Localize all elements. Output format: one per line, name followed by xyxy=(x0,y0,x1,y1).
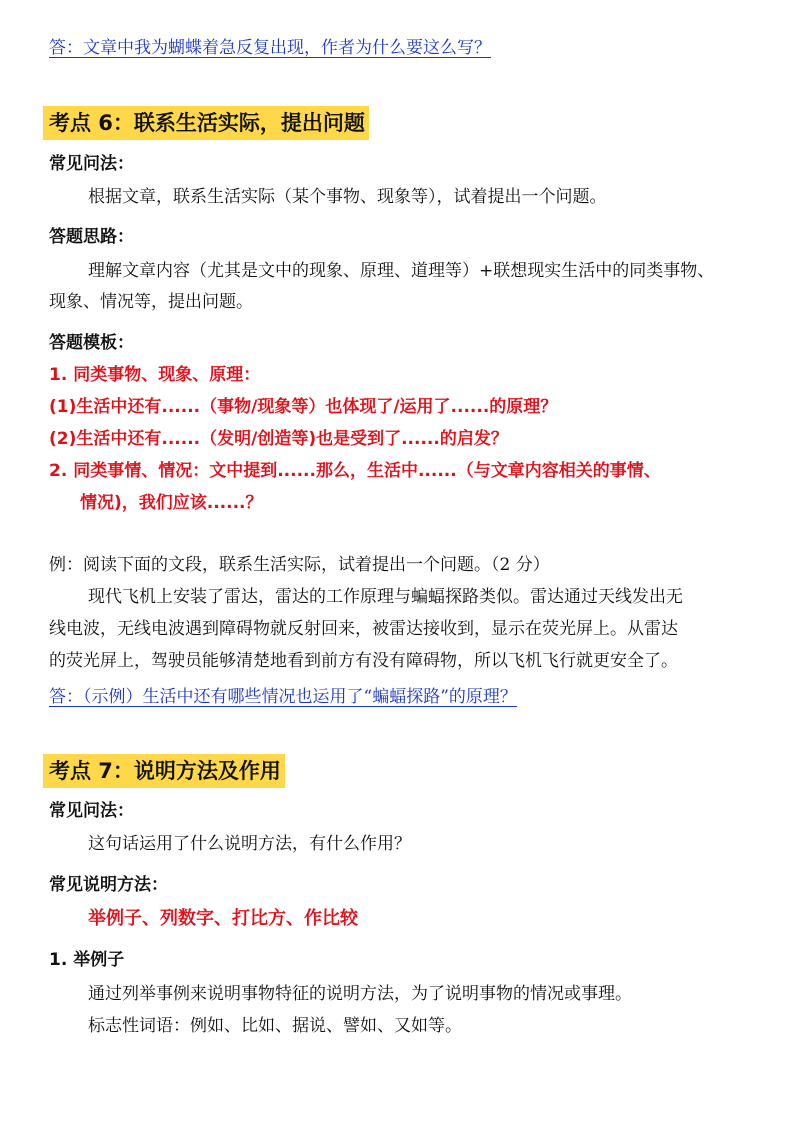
section6-heading: 考点 6：联系生活实际，提出问题 xyxy=(43,106,369,140)
section7-heading-wrap xyxy=(43,754,285,788)
example-line: 线电波，无线电波遇到障碍物就反射回来，被雷达接收到，显示在荧光屏上。从雷达 xyxy=(49,619,678,639)
section6-common-q-text: 根据文章，联系生活实际（某个事物、现象等），试着提出一个问题。 xyxy=(88,187,607,207)
example-answer-link[interactable]: 答：（示例）生活中还有哪些情况也运用了“蝙蝠探路”的原理？ xyxy=(49,687,517,707)
template-item: (1)生活中还有......（事物/现象等）也体现了/运用了......的原理？ xyxy=(49,397,558,417)
template-item: 情况)，我们应该......？ xyxy=(80,493,263,513)
section6-approach-label: 答题思路： xyxy=(49,227,134,247)
section7-methods-text: 举例子、列数字、打比方、作比较 xyxy=(88,908,358,929)
section6-approach-line1: 理解文章内容（尤其是文中的现象、原理、道理等）+联想现实生活中的同类事物、 xyxy=(88,261,715,281)
template-item: (2)生活中还有......（发明/创造等)也是受到了......的启发？ xyxy=(49,429,508,449)
section7-heading: 考点 7：说明方法及作用 xyxy=(43,754,285,788)
section6-template-label: 答题模板： xyxy=(49,333,134,353)
section7-common-q-text: 这句话运用了什么说明方法，有什么作用？ xyxy=(88,834,411,854)
section7-item1-line: 标志性词语：例如、比如、据说、譬如、又如等。 xyxy=(88,1016,462,1036)
template-item: 2. 同类事情、情况：文中提到......那么，生活中......（与文章内容相关的事情、 xyxy=(49,461,661,481)
example-intro: 例：阅读下面的文段，联系生活实际，试着提出一个问题。（2 分） xyxy=(49,555,550,575)
section6-common-q-label: 常见问法： xyxy=(49,154,134,174)
section6-heading-wrap xyxy=(43,106,369,140)
section7-item1-heading: 1. 举例子 xyxy=(49,950,125,970)
section6-approach-line2: 现象、情况等，提出问题。 xyxy=(49,292,253,312)
example-line: 现代飞机上安装了雷达，雷达的工作原理与蝙蝠探路类似。雷达通过天线发出无 xyxy=(88,587,683,607)
template-item: 1. 同类事物、现象、原理： xyxy=(49,365,261,385)
section7-methods-label: 常见说明方法： xyxy=(49,875,168,895)
example-line: 的荧光屏上，驾驶员能够清楚地看到前方有没有障碍物，所以飞机飞行就更安全了。 xyxy=(49,651,678,671)
section7-common-q-label: 常见问法： xyxy=(49,801,134,821)
section7-item1-line: 通过列举事例来说明事物特征的说明方法，为了说明事物的情况或事理。 xyxy=(88,984,632,1004)
top-answer-link[interactable]: 答：文章中我为蝴蝶着急反复出现，作者为什么要这么写？ xyxy=(49,38,491,58)
